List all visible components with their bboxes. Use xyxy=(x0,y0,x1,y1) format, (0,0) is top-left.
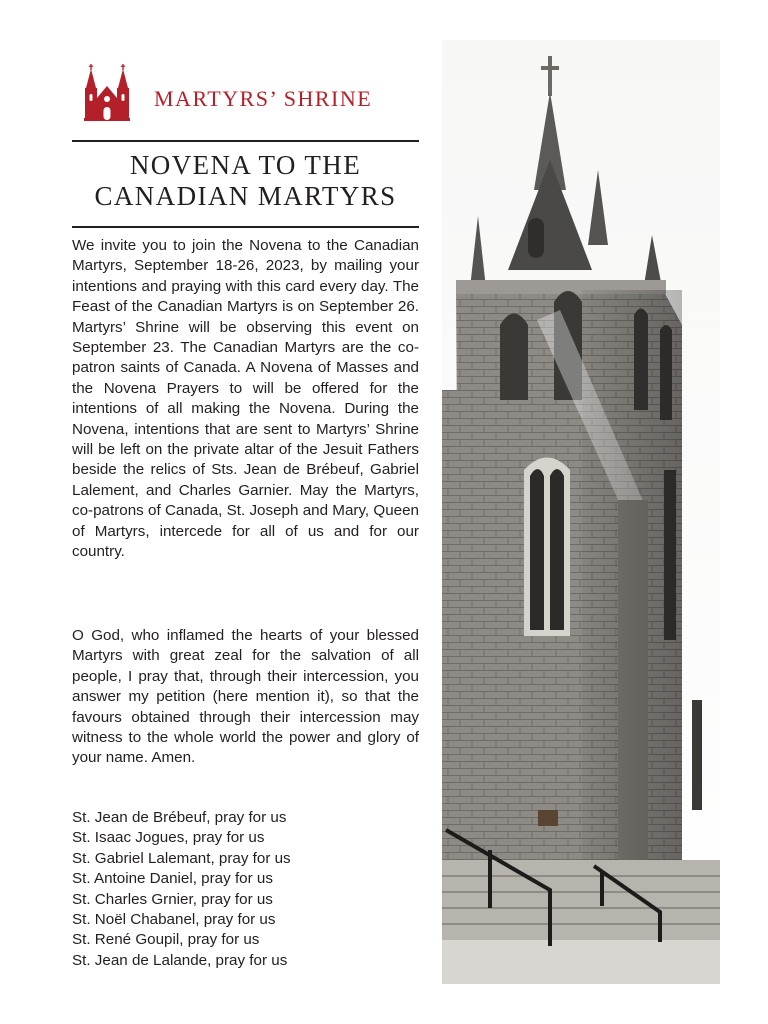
litany-item: St. Charles Grnier, pray for us xyxy=(72,890,273,908)
title-rule-top xyxy=(72,140,419,142)
title-rule-bottom xyxy=(72,226,419,228)
shrine-logo xyxy=(82,64,422,128)
litany-item: St. Isaac Jogues, pray for us xyxy=(72,829,265,847)
litany-item: St. Jean de Brébeuf, pray for us xyxy=(72,809,287,826)
litany-item: St. Antoine Daniel, pray for us xyxy=(72,870,273,888)
prayer-paragraph: O God, who inflamed the hearts of your blessed Martyrs with great zeal for the salvation of all people, I pray that, through their intercession, you answer my petition (here mention it), so that the favours obtained through their intercession may witness to the whole world the power and glory of your name. Amen. xyxy=(72,627,419,767)
church-tower-illustration xyxy=(442,40,720,984)
litany-item: St. René Goupil, pray for us xyxy=(72,931,260,949)
litany-item: St. Jean de Lalande, pray for us xyxy=(72,951,288,969)
intro-paragraph: We invite you to join the Novena to the Canadian Martyrs, September 18-26, 2023, by mailing your intentions and praying with this card every day. The Feast of the Canadian Martyrs is on September 26. Martyrs’ Shrine will be observing this event on September 23. The Canadian Martyrs are the co-patron saints of Canada. A Novena of Masses and the Novena Prayers to will be offered for the intentions of all making the Novena. During the Novena, intentions that are sent to Martyrs’ Shrine will be left on the private altar of the Jesuit Fathers beside the relics of Sts. Jean de Brébeuf, Gabriel Lalement, and Charles Garnier. May the Martyrs, co-patrons of Canada, St. Joseph and Mary, Queen of Martyrs, intercede for all of us and for our country. xyxy=(72,237,419,561)
shrine-logo-icon xyxy=(82,64,132,126)
page-title xyxy=(72,150,419,212)
brand-name: MARTYRS’ SHRINE xyxy=(154,86,373,111)
litany-item: St. Gabriel Lalemant, pray for us xyxy=(72,849,291,867)
page-title-line-2: CANADIAN MARTYRS xyxy=(94,181,397,211)
church-tower-photo xyxy=(442,40,720,984)
page-title-line-1: NOVENA TO THE xyxy=(129,150,362,180)
litany-list xyxy=(72,808,419,971)
litany-item: St. Noël Chabanel, pray for us xyxy=(72,911,276,929)
